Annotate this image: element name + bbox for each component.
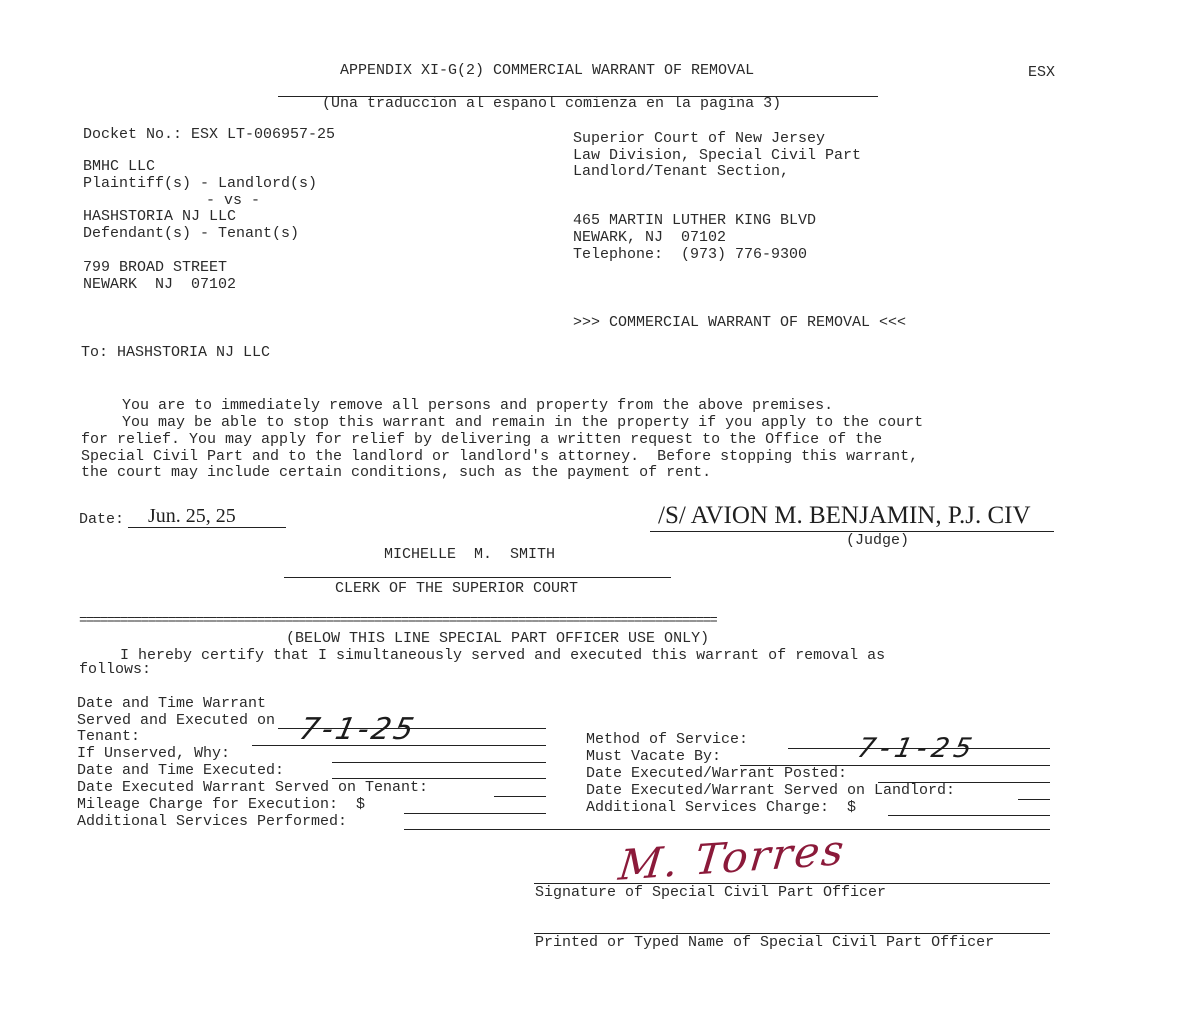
clerk-line (284, 577, 671, 578)
body-line1: You are to immediately remove all persons and property from the above premises. (122, 397, 834, 414)
premises-street: 799 BROAD STREET (83, 259, 228, 276)
additional-services-line (404, 829, 1050, 830)
unserved-line (332, 762, 546, 763)
certify-line1: I hereby certify that I simultaneously served and executed this warrant of removal as (120, 647, 886, 664)
field-served-on-tenant: Date Executed Warrant Served on Tenant: (77, 779, 429, 796)
certify-line2: follows: (79, 661, 152, 678)
to-line: To: HASHSTORIA NJ LLC (81, 344, 271, 361)
field-method-of-service: Method of Service: (586, 731, 749, 748)
body-line4: Special Civil Part and to the landlord or landlord's attorney. Before stopping this warrant, (81, 448, 919, 465)
body-line2: You may be able to stop this warrant and remain in the property if you apply to the court (122, 414, 924, 431)
field-served-executed: Served and Executed on (77, 712, 276, 729)
handwritten-served-date: 7-1-25 (296, 712, 420, 747)
mileage-line (404, 813, 546, 814)
officer-heading: (BELOW THIS LINE SPECIAL PART OFFICER USE ONLY) (286, 630, 710, 647)
separator: ============================================================================================= (79, 613, 717, 629)
premises-city: NEWARK NJ 07102 (83, 276, 237, 293)
signature-label: Signature of Special Civil Part Officer (535, 884, 887, 901)
field-date-time-executed: Date and Time Executed: (77, 762, 285, 779)
officer-signature: M. Torres (616, 825, 849, 890)
printed-name-label: Printed or Typed Name of Special Civil Part Officer (535, 934, 995, 951)
clerk-title: CLERK OF THE SUPERIOR COURT (335, 580, 579, 597)
field-additional-services: Additional Services Performed: (77, 813, 348, 830)
court-line2: Law Division, Special Civil Part (573, 147, 862, 164)
judge-signature: /S/ AVION M. BENJAMIN, P.J. CIV (658, 502, 1031, 529)
plaintiff-role: Plaintiff(s) - Landlord(s) (83, 175, 318, 192)
field-warrant-posted: Date Executed/Warrant Posted: (586, 765, 848, 782)
field-mileage-charge: Mileage Charge for Execution: $ (77, 796, 366, 813)
court-line1: Superior Court of New Jersey (573, 130, 826, 147)
field-unserved-why: If Unserved, Why: (77, 745, 231, 762)
court-address1: 465 MARTIN LUTHER KING BLVD (573, 212, 817, 229)
form-title: APPENDIX XI-G(2) COMMERCIAL WARRANT OF REMOVAL (340, 62, 755, 79)
defendant-name: HASHSTORIA NJ LLC (83, 208, 237, 225)
served-tenant-line (494, 796, 546, 797)
handwritten-vacate-date: 7-1-25 (854, 733, 980, 764)
clerk-name: MICHELLE M. SMITH (384, 546, 556, 563)
court-line3: Landlord/Tenant Section, (573, 163, 790, 180)
field-must-vacate-by: Must Vacate By: (586, 748, 722, 765)
translation-note: (Una traduccion al espanol comienza en la pagina 3) (322, 95, 782, 112)
defendant-role: Defendant(s) - Tenant(s) (83, 225, 300, 242)
plaintiff-name: BMHC LLC (83, 158, 156, 175)
field-tenant: Tenant: (77, 728, 141, 745)
field-additional-charge: Additional Services Charge: $ (586, 799, 857, 816)
posted-line (878, 782, 1050, 783)
docket-number: Docket No.: ESX LT-006957-25 (83, 126, 336, 143)
versus: - vs - (206, 192, 261, 209)
judge-label: (Judge) (846, 532, 910, 549)
executed-line (332, 778, 546, 779)
body-line3: for relief. You may apply for relief by delivering a written request to the Office of the (81, 431, 883, 448)
county-code: ESX (1028, 64, 1056, 81)
court-address2: NEWARK, NJ 07102 (573, 229, 727, 246)
served-landlord-line (1018, 799, 1050, 800)
body-line5: the court may include certain conditions, such as the payment of rent. (81, 464, 712, 481)
date-label: Date: (79, 511, 125, 528)
warrant-heading: >>> COMMERCIAL WARRANT OF REMOVAL <<< (573, 314, 907, 331)
field-date-time-warrant: Date and Time Warrant (77, 695, 267, 712)
field-served-on-landlord: Date Executed/Warrant Served on Landlord: (586, 782, 956, 799)
additional-charge-line (888, 815, 1050, 816)
court-telephone: Telephone: (973) 776-9300 (573, 246, 808, 263)
date-value: Jun. 25, 25 (148, 505, 236, 527)
date-line (128, 527, 286, 528)
vacate-line (740, 765, 1050, 766)
